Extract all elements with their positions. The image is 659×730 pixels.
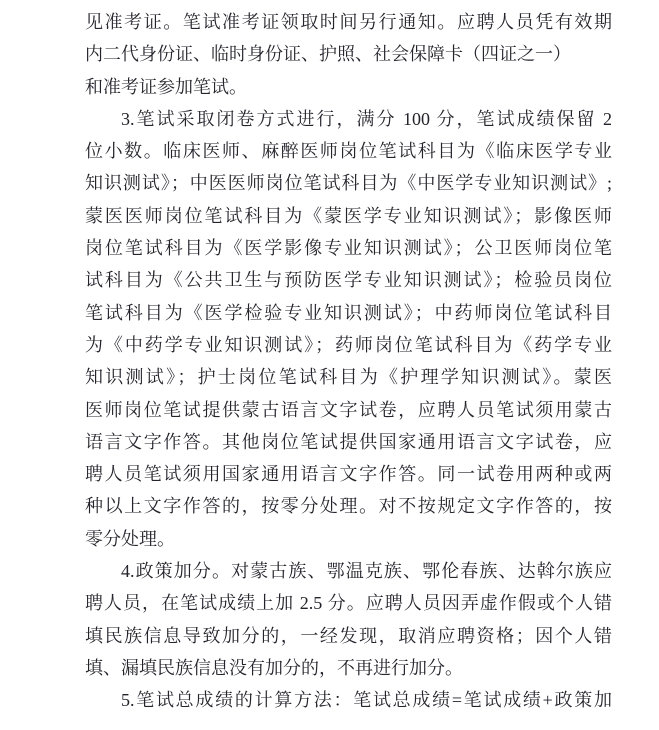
text-line: 语言文字作答。其他岗位笔试提供国家通用语言文字试卷，应 xyxy=(85,431,612,452)
text-line: 试科目为《公共卫生与预防医学专业知识测试》；检验员岗位 xyxy=(85,270,612,291)
text-line: 笔试科目为《医学检验专业知识测试》；中药师岗位笔试科目 xyxy=(85,302,612,323)
text-line: 填、漏填民族信息没有加分的，不再进行加分。 xyxy=(85,657,463,678)
text-line: 内二代身份证、临时身份证、护照、社会保障卡（四证之一） xyxy=(85,44,571,65)
text-line: 为《中药学专业知识测试》；药师岗位笔试科目为《药学专业 xyxy=(85,334,612,355)
text-line: 3.笔试采取闭卷方式进行，满分 100 分，笔试成绩保留 2 xyxy=(121,108,612,129)
text-line: 医师岗位笔试提供蒙古语言文字试卷，应聘人员笔试须用蒙古 xyxy=(85,399,612,420)
text-line: 5.笔试总成绩的计算方法：笔试总成绩=笔试成绩+政策加 xyxy=(121,690,612,711)
text-line: 蒙医医师岗位笔试科目为《蒙医学专业知识测试》；影像医师 xyxy=(85,205,612,226)
text-line: 4.政策加分。对蒙古族、鄂温克族、鄂伦春族、达斡尔族应 xyxy=(121,561,612,582)
text-line: 聘人员笔试须用国家通用语言文字作答。同一试卷用两种或两 xyxy=(85,464,612,485)
text-line: 零分处理。 xyxy=(85,528,175,549)
text-line: 知识测试》；护士岗位笔试科目为《护理学知识测试》。蒙医 xyxy=(85,367,612,388)
text-line: 岗位笔试科目为《医学影像专业知识测试》；公卫医师岗位笔 xyxy=(85,238,612,259)
text-line: 填民族信息导致加分的，一经发现，取消应聘资格；因个人错 xyxy=(85,625,612,646)
text-line: 位小数。临床医师、麻醉医师岗位笔试科目为《临床医学专业 xyxy=(85,141,612,162)
text-line: 见准考证。笔试准考证领取时间另行通知。应聘人员凭有效期 xyxy=(85,12,612,32)
text-line: 知识测试》；中医医师岗位笔试科目为《中医学专业知识测试》; xyxy=(85,173,612,194)
text-line: 种以上文字作答的，按零分处理。对不按规定文字作答的，按 xyxy=(85,496,612,517)
text-line: 和准考证参加笔试。 xyxy=(85,76,247,97)
text-line: 聘人员，在笔试成绩上加 2.5 分。应聘人员因弄虚作假或个人错 xyxy=(85,593,612,614)
